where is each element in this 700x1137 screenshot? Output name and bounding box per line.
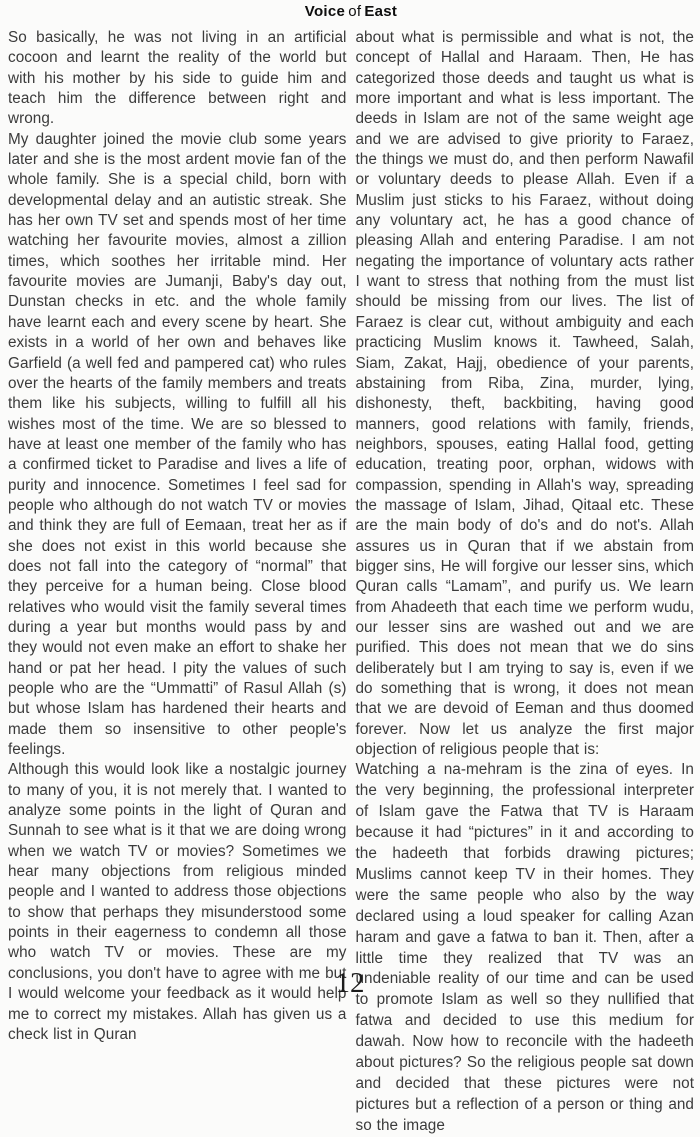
header-word-of: of — [348, 3, 362, 20]
header-word-east: East — [364, 3, 398, 20]
paragraph: My daughter joined the movie club some years later and she is the most ardent movie fan of the whole family. She is a special child, born with developmental delay and an autistic streak. She has her own TV set and spends most of her time watching her favourite movies, almost a zillion times, which soothes her irritable mind. Her favourite movies are Jumanji, Baby's day out, Dunstan checks in etc. and the whole family have learnt each and every scene by heart. She exists in a world of her own and behaves like Garfield (a well fed and pampered cat) who rules over the hearts of the family members and treats them like his subjects, willing to fulfill all his wishes most of the time. We are so blessed to have at least one member of the family who has a confirmed ticket to Paradise and lives a life of purity and innocence. Sometimes I feel sad for people who although do not watch TV or movies and think they are full of Eemaan, treat her as if she does not exist in this world because she does not fall into the category of “normal” that they perceive for a human being. Close blood relatives who would visit the family several times during a year but months would pass by and they would not even make an effort to shake her hand or pat her head. I pity the values of such people who are the “Ummatti” of Rasul Allah (s) but whose Islam has hardened their hearts and made them so insensitive to other people's feelings. — [8, 130, 347, 759]
page-header — [8, 3, 694, 21]
paragraph: about what is permissible and what is not, the concept of Hallal and Haraam. Then, He has categorized those deeds and taught us what is more important and what is less important. The deeds in Islam are not of the same weight age and we are advised to give priority to Faraez, the things we must do, and then perform Nawafil or voluntary deeds to please Allah. Even if a Muslim just sticks to his Faraez, without doing any voluntary act, he has a good chance of pleasing Allah and entering Paradise. I am not negating the importance of voluntary acts rather I want to stress that nothing from the must list should be missing from our lives. The list of Faraez is clear cut, without ambiguity and each practicing Muslim knows it. Tawheed, Salah, Siam, Zakat, Hajj, obedience of your parents, abstaining from Riba, Zina, murder, lying, dishonesty, theft, backbiting, having good manners, good relations with family, friends, neighbors, spouses, eating Hallal food, getting education, treating poor, orphan, widows with compassion, spending in Allah's way, spreading the massage of Islam, Jihad, Qitaal etc. These are the main body of do's and do not's. Allah assures us in Quran that if we abstain from bigger sins, He will forgive our lesser sins, which Quran calls “Lamam”, and purify us. We learn from Ahadeeth that each time we perform wudu, our lesser sins are washed out and we are purified. This does not mean that we do sins deliberately but I am trying to say is, even if we do something that is wrong, it does not mean that we are devoid of Eeman and thus doomed forever. Now let us analyze the first major objection of religious people that is: — [355, 29, 694, 759]
page-number: 12 — [335, 967, 365, 999]
paragraph: Watching a na-mehram is the zina of eyes. In the very beginning, the professional interpreter of Islam gave the Fatwa that TV is Haraam because it had “pictures” in it and according to the hadeeth that forbids drawing pictures; Muslims cannot keep TV in their homes. They were the same people who also by the way declared using a loud speaker for calling Azan haram and gave a fatwa to ban it. Then, after a little time they realized that TV was an undeniable reality of our time and can be used to promote Islam as well so they nullified that fatwa and decided to use this medium for dawah. Now how to reconcile with the hadeeth about pictures? So the religious people sat down and decided that these pictures were not pictures but a reflection of a person or thing and so the image — [355, 761, 694, 1134]
left-column — [8, 28, 347, 1045]
paragraph: Although this would look like a nostalgic journey to many of you, it is not merely that. I wanted to analyze some points in the light of Quran and Sunnah to see what is it that we are doing wrong when we watch TV or movies? Sometimes we hear many objections from religious minded people and I wanted to address those objections to show that perhaps they misunderstood some points in their eagerness to condemn all those who watch TV or movies. These are my conclusions, you don't have to agree with me but I would welcome your feedback as it would help me to correct my mistakes. Allah has given us a check list in Quran — [8, 761, 347, 1043]
header-word-voice: Voice — [304, 3, 346, 20]
paragraph: So basically, he was not living in an artificial cocoon and learnt the reality of the world but with his mother by his side to guide him and teach him the difference between right and wrong. — [8, 29, 347, 128]
